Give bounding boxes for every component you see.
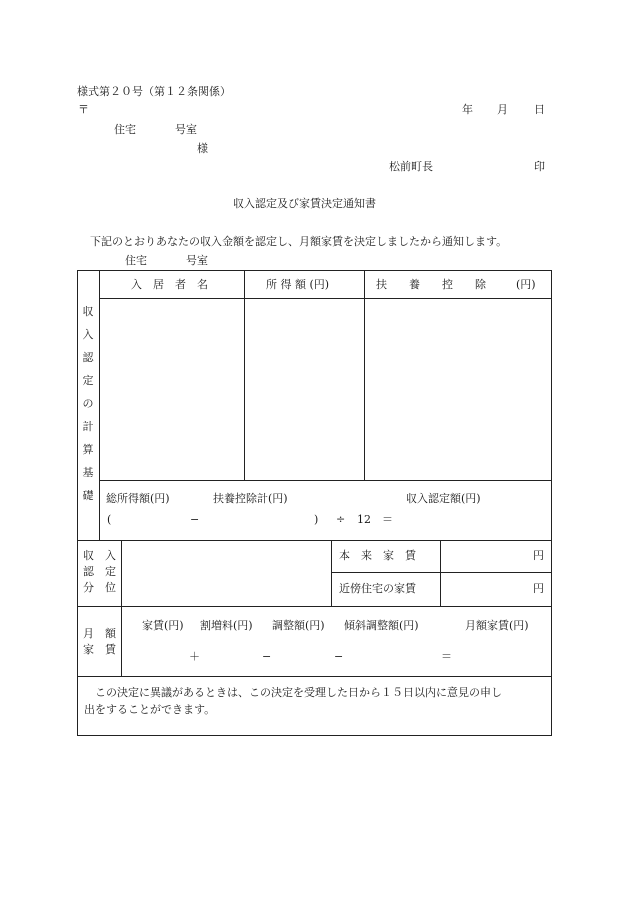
formula-equals: ＝ — [382, 513, 393, 526]
label-surcharge: 割増料(円) — [200, 619, 253, 632]
notice-line-2: 出をすることができます。 — [84, 703, 216, 716]
seal-mark: 印 — [534, 160, 545, 173]
label-adjustment: 調整額(円) — [272, 619, 325, 632]
calc-basis-vertical-label: 収 入 認 定 の 計 算 基 礎 — [82, 305, 94, 502]
header-resident-name: 入 居 者 名 — [131, 278, 208, 291]
label-slope-adjustment: 傾斜調整額(円) — [344, 619, 419, 632]
table-address-room: 号室 — [186, 254, 208, 267]
formula-close-paren: ) — [314, 513, 319, 526]
rank-label-line2: 認 定 — [83, 565, 116, 578]
rent-op-equals: ＝ — [441, 650, 452, 663]
base-rent-unit: 円 — [533, 549, 544, 562]
formula-minus: − — [190, 513, 200, 526]
rent-op-minus-2: − — [334, 650, 344, 663]
label-rent: 家賃(円) — [142, 619, 184, 632]
honorific: 様 — [197, 142, 208, 155]
postal-mark: 〒 — [78, 103, 89, 116]
rent-op-plus: ＋ — [189, 650, 200, 663]
formula-divisor: 12 — [357, 513, 371, 526]
date-day: 日 — [534, 103, 545, 116]
rent-label-line1: 月 額 — [83, 627, 116, 640]
label-monthly-rent: 月額家賃(円) — [465, 619, 529, 632]
form-number: 様式第２０号（第１２条関係） — [77, 85, 231, 98]
address-room: 号室 — [175, 123, 197, 136]
header-income: 所 得 額 (円) — [266, 278, 330, 291]
document-title: 収入認定及び家賃決定通知書 — [233, 197, 376, 210]
address-housing: 住宅 — [114, 123, 136, 136]
date-month: 月 — [497, 103, 508, 116]
date-year: 年 — [462, 103, 473, 116]
header-deduction: 扶 養 控 除 — [376, 278, 486, 291]
formula-divide: ÷ — [336, 513, 346, 526]
rank-label-line3: 分 位 — [83, 581, 116, 594]
label-total-income: 総所得額(円) — [106, 492, 170, 505]
nearby-rent-unit: 円 — [533, 582, 544, 595]
label-deduction-total: 扶養控除計(円) — [213, 492, 288, 505]
formula-open-paren: ( — [107, 513, 112, 526]
issuer-name: 松前町長 — [389, 160, 433, 173]
header-deduction-unit: (円) — [516, 278, 536, 291]
notice-line-1: この決定に異議があるときは、この決定を受理した日から１５日以内に意見の申し — [95, 686, 502, 699]
label-recognized-income: 収入認定額(円) — [406, 492, 481, 505]
rank-label-line1: 収 入 — [83, 549, 116, 562]
base-rent-label: 本 来 家 賃 — [339, 549, 416, 562]
nearby-rent-label: 近傍住宅の家賃 — [339, 582, 416, 595]
rent-label-line2: 家 賃 — [83, 643, 116, 656]
intro-text: 下記のとおりあなたの収入金額を認定し、月額家賃を決定しましたから通知します。 — [90, 235, 508, 248]
table-address-housing: 住宅 — [125, 254, 147, 267]
rent-op-minus-1: − — [262, 650, 272, 663]
